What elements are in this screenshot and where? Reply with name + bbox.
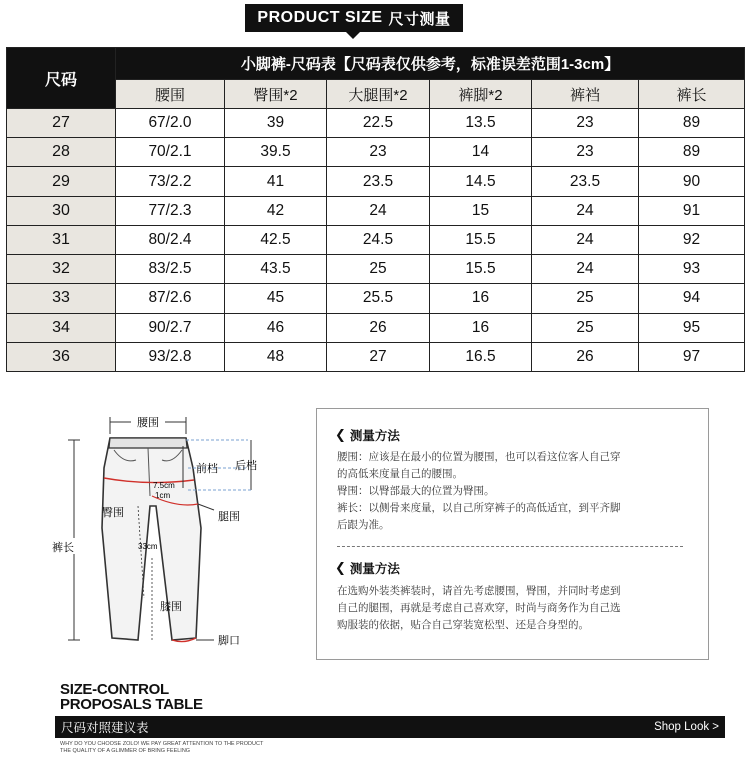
size-control-line-2: PROPOSALS TABLE (60, 696, 203, 713)
size-cell: 27 (7, 109, 116, 138)
table-cell: 25.5 (327, 284, 430, 313)
method-line: 后跟为准。 (337, 519, 390, 531)
col-header-length: 裤长 (639, 80, 745, 109)
table-cell: 90/2.7 (116, 313, 225, 342)
table-cell: 27 (327, 342, 430, 371)
banner-pointer (346, 32, 360, 39)
table-cell: 94 (639, 284, 745, 313)
size-table-body (7, 109, 745, 372)
size-cell: 30 (7, 196, 116, 225)
table-cell: 87/2.6 (116, 284, 225, 313)
size-cell: 29 (7, 167, 116, 196)
table-cell: 25 (532, 284, 639, 313)
size-control-title (60, 682, 203, 712)
table-cell: 45 (225, 284, 327, 313)
table-cell: 24 (532, 255, 639, 284)
label-m2: 1cm (155, 491, 171, 500)
size-cell: 33 (7, 284, 116, 313)
col-header-hem: 裤脚*2 (430, 80, 532, 109)
table-cell: 15 (430, 196, 532, 225)
table-row (7, 167, 745, 196)
table-cell: 70/2.1 (116, 138, 225, 167)
table-cell: 25 (327, 255, 430, 284)
table-cell: 15.5 (430, 255, 532, 284)
label-hip: 臀围 (102, 507, 124, 519)
table-cell: 48 (225, 342, 327, 371)
label-length: 裤长 (52, 542, 74, 554)
table-row (7, 342, 745, 371)
table-cell: 14 (430, 138, 532, 167)
waistband (109, 438, 187, 448)
table-cell: 23 (532, 138, 639, 167)
method-line: 的高低来度量自己的腰围。 (337, 468, 463, 480)
table-cell: 23 (327, 138, 430, 167)
label-waist: 腰围 (137, 417, 159, 429)
size-table (6, 47, 745, 372)
fine-print (60, 741, 320, 755)
table-cell: 43.5 (225, 255, 327, 284)
table-cell: 16 (430, 284, 532, 313)
table-cell: 93 (639, 255, 745, 284)
measurement-method-box (316, 408, 709, 660)
table-cell: 16 (430, 313, 532, 342)
label-knee: 膝围 (160, 601, 182, 613)
label-thigh: 腿围 (218, 511, 240, 523)
fine-print-line-1: WHY DO YOU CHOOSE ZOLO! WE PAY GREAT ATTENTION TO THE PRODUCT (60, 741, 264, 747)
table-cell: 14.5 (430, 167, 532, 196)
table-row (7, 313, 745, 342)
table-row (7, 138, 745, 167)
label-hem: 脚口 (218, 635, 240, 647)
col-header-waist: 腰围 (116, 80, 225, 109)
size-proposal-bar (55, 716, 725, 738)
label-m3: 33cm (138, 542, 158, 551)
table-cell: 80/2.4 (116, 225, 225, 254)
table-cell: 13.5 (430, 109, 532, 138)
product-size-banner (245, 4, 463, 32)
pants-diagram (38, 408, 290, 658)
table-cell: 22.5 (327, 109, 430, 138)
pants-outline (102, 438, 201, 640)
table-cell: 23.5 (327, 167, 430, 196)
table-cell: 90 (639, 167, 745, 196)
table-cell: 73/2.2 (116, 167, 225, 196)
method-title-1 (335, 426, 400, 444)
table-cell: 89 (639, 138, 745, 167)
method-line: 购服装的依据，贴合自己穿装宽松型、还是合身型的。 (337, 619, 589, 631)
table-cell: 83/2.5 (116, 255, 225, 284)
table-cell: 23.5 (532, 167, 639, 196)
size-cell: 28 (7, 138, 116, 167)
table-cell: 42.5 (225, 225, 327, 254)
table-cell: 41 (225, 167, 327, 196)
table-cell: 24 (532, 196, 639, 225)
size-cell: 31 (7, 225, 116, 254)
col-header-rise: 裤裆 (532, 80, 639, 109)
size-cell: 34 (7, 313, 116, 342)
column-header-row (7, 80, 745, 109)
table-cell: 95 (639, 313, 745, 342)
size-cell: 32 (7, 255, 116, 284)
table-caption: 小脚裤-尺码表【尺码表仅供参考，标准误差范围1-3cm】 (116, 48, 745, 80)
label-front-rise: 前档 (196, 463, 218, 475)
table-cell: 26 (532, 342, 639, 371)
table-cell: 16.5 (430, 342, 532, 371)
chevron-left-icon: ❮ (335, 560, 346, 575)
table-cell: 77/2.3 (116, 196, 225, 225)
method-title-1-text: 测量方法 (349, 429, 400, 443)
table-cell: 39 (225, 109, 327, 138)
method-title-2-text: 测量方法 (349, 562, 400, 576)
method-line: 臀围：以臀部最大的位置为臀围。 (337, 485, 495, 497)
size-cell: 36 (7, 342, 116, 371)
table-row (7, 255, 745, 284)
table-cell: 26 (327, 313, 430, 342)
label-m1: 7.5cm (153, 481, 175, 490)
banner-title-en: PRODUCT SIZE (257, 9, 383, 26)
shop-look-link[interactable]: Shop Look > (654, 721, 719, 733)
table-row (7, 284, 745, 313)
banner-title-cn: 尺寸测量 (388, 10, 451, 28)
method-line: 在选购外装类裤装时，请首先考虑腰围，臀围，并同时考虑到 (337, 585, 621, 597)
table-cell: 92 (639, 225, 745, 254)
table-row (7, 196, 745, 225)
col-header-thigh: 大腿围*2 (327, 80, 430, 109)
table-cell: 67/2.0 (116, 109, 225, 138)
chevron-left-icon: ❮ (335, 427, 346, 442)
table-cell: 46 (225, 313, 327, 342)
table-cell: 91 (639, 196, 745, 225)
size-control-line-1: SIZE-CONTROL (60, 681, 169, 698)
method-line: 裤长：以侧骨来度量，以自己所穿裤子的高低适宜，到平齐脚 (337, 502, 621, 514)
label-back-rise: 后档 (235, 460, 257, 472)
table-cell: 23 (532, 109, 639, 138)
table-cell: 24.5 (327, 225, 430, 254)
method-text-2 (337, 583, 692, 634)
size-column-header: 尺码 (7, 48, 116, 109)
table-cell: 15.5 (430, 225, 532, 254)
table-cell: 24 (532, 225, 639, 254)
method-text-1 (337, 449, 692, 534)
method-line: 自己的腿围，再就是考虑自己喜欢穿，时尚与商务作为自己选 (337, 602, 621, 614)
table-cell: 97 (639, 342, 745, 371)
table-row (7, 109, 745, 138)
table-cell: 24 (327, 196, 430, 225)
table-cell: 89 (639, 109, 745, 138)
size-proposal-label: 尺码对照建议表 (61, 721, 149, 735)
table-cell: 25 (532, 313, 639, 342)
table-cell: 39.5 (225, 138, 327, 167)
table-row (7, 225, 745, 254)
table-cell: 93/2.8 (116, 342, 225, 371)
method-divider (337, 546, 683, 547)
table-cell: 42 (225, 196, 327, 225)
method-title-2 (335, 559, 400, 577)
col-header-hip: 臀围*2 (225, 80, 327, 109)
fine-print-line-2: THE QUALITY OF A GLIMMER OF BRING FEELING (60, 748, 191, 754)
method-line: 腰围：应该是在最小的位置为腰围，也可以看这位客人自己穿 (337, 451, 621, 463)
